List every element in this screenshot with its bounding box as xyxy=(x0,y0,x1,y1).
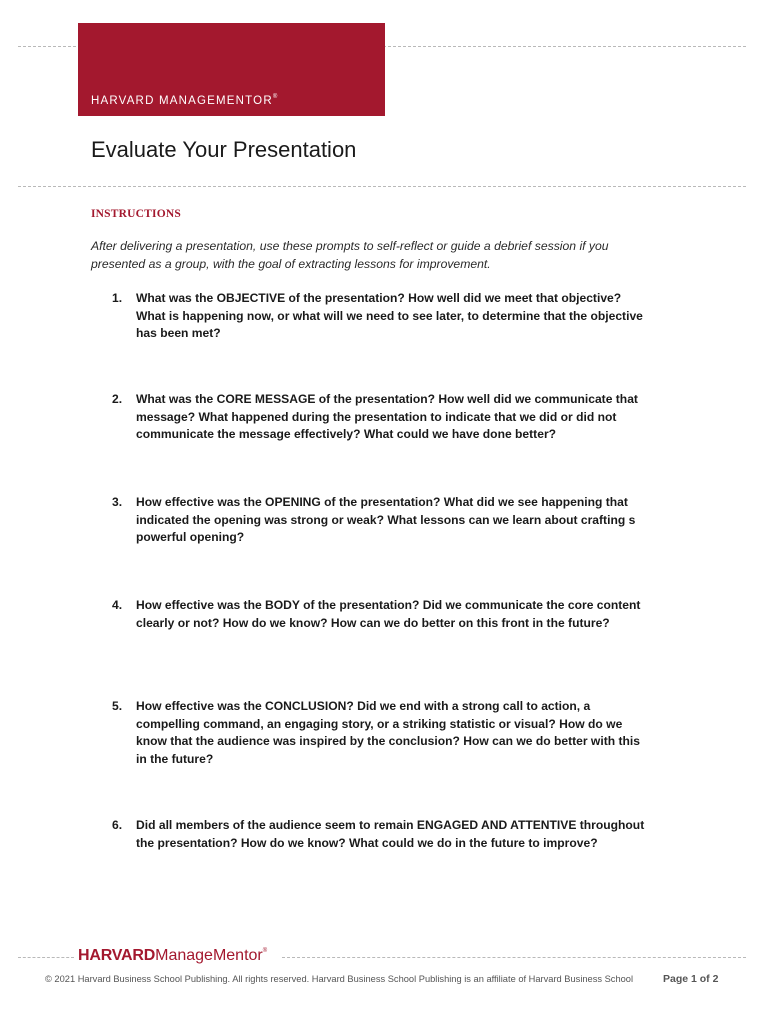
question-text: How effective was the BODY of the presentation? Did we communicate the core content clearly or not? How do we know? How can we do better on this front in the future? xyxy=(136,598,641,630)
question-text: What was the OBJECTIVE of the presentation? How well did we meet that objective? What is happening now, or what will we need to see later, to determine that the objective has been met? xyxy=(136,291,643,340)
brand-banner xyxy=(78,23,385,116)
question-6 xyxy=(112,817,652,852)
question-text: Did all members of the audience seem to remain ENGAGED AND ATTENTIVE throughout the presentation? How do we know? What could we do in the future to improve? xyxy=(136,818,645,850)
page-title: Evaluate Your Presentation xyxy=(91,137,357,162)
question-1 xyxy=(112,290,652,343)
instructions-heading: INSTRUCTIONS xyxy=(91,208,181,220)
footer-logo: HARVARDManageMentor® xyxy=(78,947,268,964)
brand-banner-text: HARVARD MANAGEMENTOR® xyxy=(91,94,278,107)
instructions-text: After delivering a presentation, use these prompts to self-reflect or guide a debrief session if you presented as a group, with the goal of extracting lessons for improvement. xyxy=(91,239,609,271)
question-2 xyxy=(112,391,652,444)
question-4 xyxy=(112,597,652,632)
page-number: Page 1 of 2 xyxy=(663,973,719,985)
question-text: How effective was the OPENING of the presentation? What did we see happening that indicated the opening was strong or weak? What lessons can we learn about crafting s powerful opening? xyxy=(136,495,636,544)
question-number: 1. xyxy=(112,291,123,305)
question-number: 3. xyxy=(112,495,123,509)
question-number: 5. xyxy=(112,699,123,713)
title-divider xyxy=(18,186,746,187)
question-number: 2. xyxy=(112,392,123,406)
question-text: What was the CORE MESSAGE of the presentation? How well did we communicate that message? What happened during the presentation to indicate that we did or did not communicate the message effectively? What could we have done better? xyxy=(136,392,638,441)
question-5 xyxy=(112,698,652,768)
footer-divider-right xyxy=(282,957,746,958)
question-number: 4. xyxy=(112,598,123,612)
question-3 xyxy=(112,494,652,547)
question-number: 6. xyxy=(112,818,123,832)
footer-divider-left xyxy=(18,957,74,958)
question-text: How effective was the CONCLUSION? Did we end with a strong call to action, a compelling command, an engaging story, or a striking statistic or visual? How do we know that the audience was inspired by the conclusion? How can we do better with this in the future? xyxy=(136,699,640,766)
copyright-text: © 2021 Harvard Business School Publishing. All rights reserved. Harvard Business School Publishing is an affiliate of Harvard Business School xyxy=(45,974,634,984)
